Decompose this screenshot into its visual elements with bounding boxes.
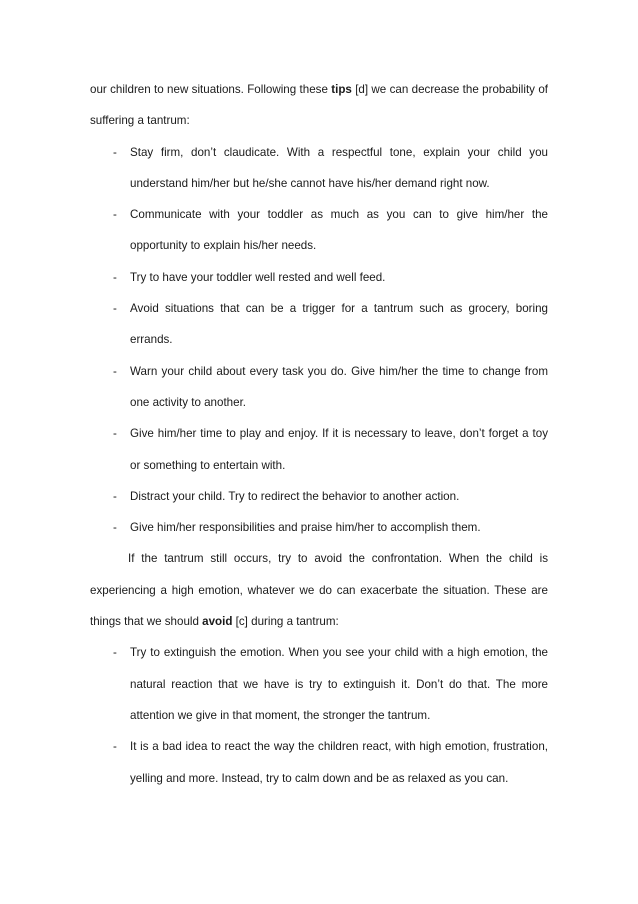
avoid-paragraph xyxy=(90,543,548,637)
document-body xyxy=(90,74,548,794)
avoid-text-end: [c] during a tantrum: xyxy=(232,615,339,629)
list-item xyxy=(90,481,548,512)
list-item-text: Warn your child about every task you do. Give him/her the time to change from one activity to another. xyxy=(130,364,548,409)
tips-keyword: tips xyxy=(331,83,352,96)
dash-marker: - xyxy=(113,489,117,503)
dash-marker: - xyxy=(113,364,117,378)
dash-marker: - xyxy=(113,145,117,159)
prevention-tips-list xyxy=(90,137,548,544)
dash-marker: - xyxy=(113,427,117,441)
list-item-text: Try to extinguish the emotion. When you see your child with a high emotion, the natural reaction that we have is try to extinguish it. Don’t do that. The more attention we give in that moment, the stronger the tantrum. xyxy=(130,646,548,722)
list-item-text: Distract your child. Try to redirect the behavior to another action. xyxy=(130,489,460,503)
list-item xyxy=(90,512,548,543)
list-item xyxy=(90,199,548,262)
list-item-text: Give him/her responsibilities and praise him/her to accomplish them. xyxy=(130,521,481,535)
intro-text-start: our children to new situations. Following these xyxy=(90,83,332,96)
dash-marker: - xyxy=(113,740,117,754)
list-item xyxy=(90,137,548,200)
list-item-text: Give him/her time to play and enjoy. If it is necessary to leave, don’t forget a toy or something to entertain with. xyxy=(130,427,548,472)
dash-marker: - xyxy=(113,646,117,660)
avoid-text-start: If the tantrum still occurs, try to avoid the confrontation. When the child is experiencing a high emotion, whatever we do can exacerbate the situation. These are things that we should xyxy=(90,552,548,629)
list-item xyxy=(90,356,548,419)
list-item-text: Try to have your toddler well rested and well feed. xyxy=(130,270,386,284)
list-item-text: Communicate with your toddler as much as you can to give him/her the opportunity to explain his/her needs. xyxy=(130,208,548,253)
dash-marker: - xyxy=(113,302,117,316)
dash-marker: - xyxy=(113,521,117,535)
list-item-text: It is a bad idea to react the way the children react, with high emotion, frustration, yelling and more. Instead, try to calm down and be as relaxed as you can. xyxy=(130,740,548,785)
avoid-keyword: avoid xyxy=(202,615,233,629)
dash-marker: - xyxy=(113,270,117,284)
avoid-tips-list xyxy=(90,637,548,793)
list-item xyxy=(90,418,548,481)
intro-text-end: [d] we can decrease the probability of suffering a tantrum: xyxy=(90,83,548,128)
list-item-text: Stay firm, don’t claudicate. With a respectful tone, explain your child you understand him/her but he/she cannot have his/her demand right now. xyxy=(130,145,548,190)
list-item xyxy=(90,293,548,356)
list-item-text: Avoid situations that can be a trigger for a tantrum such as grocery, boring errands. xyxy=(130,302,548,347)
dash-marker: - xyxy=(113,208,117,222)
list-item xyxy=(90,731,548,794)
list-item xyxy=(90,262,548,293)
list-item xyxy=(90,637,548,731)
intro-paragraph xyxy=(90,74,548,137)
